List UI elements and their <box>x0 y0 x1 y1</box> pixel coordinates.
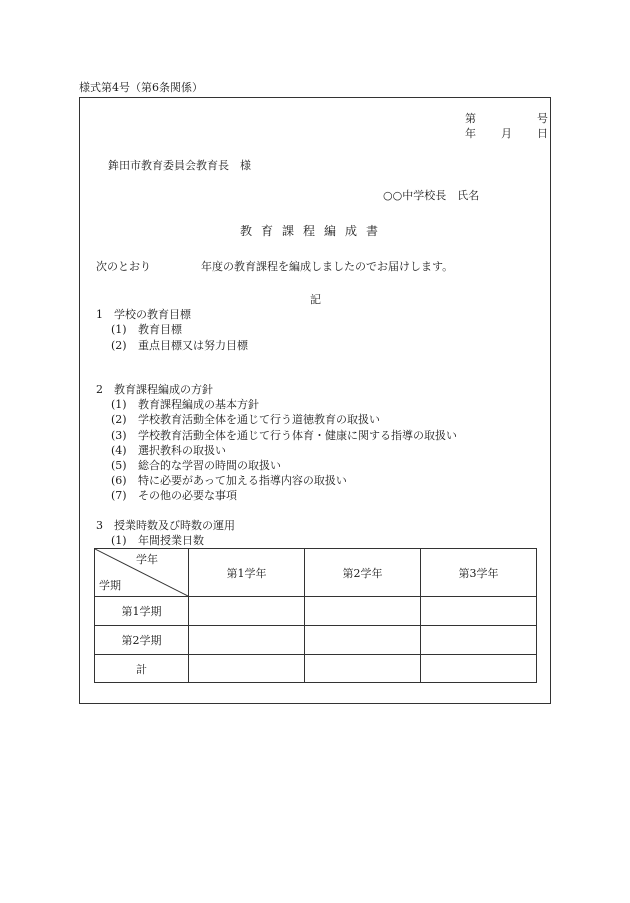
item-number: (1) <box>111 534 127 547</box>
item-number: (5) <box>111 459 127 472</box>
item-text: 年間授業日数 <box>138 534 204 547</box>
item-text: 特に必要があって加える指導内容の取扱い <box>138 474 347 487</box>
corner-bottom-label: 学期 <box>99 579 121 592</box>
school-days-table <box>94 548 537 683</box>
item-number: (2) <box>111 339 127 352</box>
table-row <box>95 597 537 626</box>
table-header-row <box>95 549 537 597</box>
table-row <box>95 655 537 683</box>
number-suffix: 号 <box>537 112 548 125</box>
item-number: (4) <box>111 444 127 457</box>
table-cell[interactable] <box>189 597 305 626</box>
item-number: (2) <box>111 413 127 426</box>
section-heading: 3 授業時数及び時数の運用 <box>96 519 235 532</box>
item-text: 選択教科の取扱い <box>138 444 226 457</box>
table-row <box>95 626 537 655</box>
addressee: 鉾田市教育委員会教育長 様 <box>108 159 251 172</box>
corner-top-label: 学年 <box>136 553 158 566</box>
table-cell[interactable] <box>189 626 305 655</box>
item-text: その他の必要な事項 <box>138 489 237 502</box>
table-cell[interactable] <box>305 655 421 683</box>
table-cell[interactable] <box>421 655 537 683</box>
intro-suffix: 年度の教育課程を編成しましたのでお届けします。 <box>201 260 454 273</box>
table-cell[interactable] <box>189 655 305 683</box>
item-text: 総合的な学習の時間の取扱い <box>138 459 281 472</box>
table-cell[interactable] <box>305 626 421 655</box>
table-cell[interactable] <box>421 626 537 655</box>
item-text: 学校教育活動全体を通じて行う体育・健康に関する指導の取扱い <box>138 429 457 442</box>
item-number: (1) <box>111 323 127 336</box>
column-header: 第3学年 <box>421 549 537 597</box>
date-day: 日 <box>537 127 548 140</box>
table-cell[interactable] <box>305 597 421 626</box>
item-number: (7) <box>111 489 127 502</box>
ki-label: 記 <box>310 293 321 306</box>
intro-prefix: 次のとおり <box>96 260 151 273</box>
item-text: 重点目標又は努力目標 <box>138 339 248 352</box>
table-corner-cell <box>95 549 189 597</box>
sender: ○○中学校長 氏名 <box>383 189 480 202</box>
row-header: 第2学期 <box>95 626 189 655</box>
table-cell[interactable] <box>421 597 537 626</box>
item-text: 教育目標 <box>138 323 182 336</box>
date-month: 月 <box>501 127 512 140</box>
item-number: (6) <box>111 474 127 487</box>
item-text: 学校教育活動全体を通じて行う道徳教育の取扱い <box>138 413 380 426</box>
row-header: 計 <box>95 655 189 683</box>
document-title: 教育課程編成書 <box>240 224 388 238</box>
column-header: 第2学年 <box>305 549 421 597</box>
column-header: 第1学年 <box>189 549 305 597</box>
item-number: (1) <box>111 398 127 411</box>
section-heading: 2 教育課程編成の方針 <box>96 383 213 396</box>
form-label: 様式第4号（第6条関係） <box>79 81 203 94</box>
item-text: 教育課程編成の基本方針 <box>138 398 259 411</box>
section-heading: 1 学校の教育目標 <box>96 308 191 321</box>
row-header: 第1学期 <box>95 597 189 626</box>
date-year: 年 <box>465 127 476 140</box>
number-prefix: 第 <box>465 112 476 125</box>
item-number: (3) <box>111 429 127 442</box>
